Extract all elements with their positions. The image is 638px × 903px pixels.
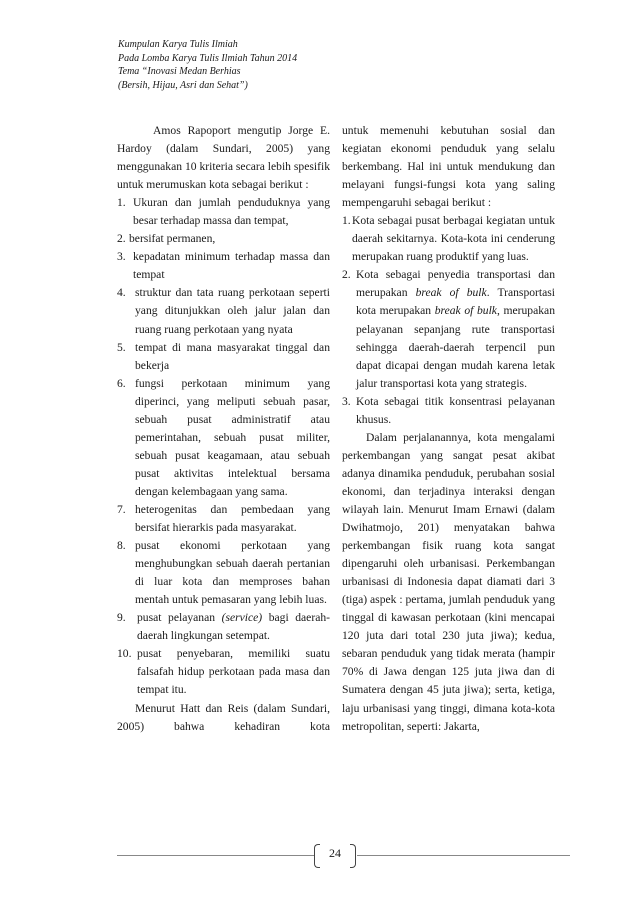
item-number: 10. xyxy=(117,647,132,661)
criteria-item-8 xyxy=(117,537,330,609)
item-text: struktur dan tata ruang perkotaan seperti yang ditunjukkan oleh jalur jalan dan ruang ruang perkotaan yang nyata xyxy=(135,286,330,336)
item-text: heterogenitas dan pembedaan yang bersifat hierarkis pada masyarakat. xyxy=(135,502,330,535)
item-text: pusat ekonomi perkotaan yang menghubungkan sebuah daerah pertanian di luar kota dan memproses bahan mentah untuk pemasaran yang lebih luas. xyxy=(135,539,330,607)
body-paragraph: Dalam perjalanannya, kota mengalami perkembangan yang sangat pesat akibat adanya dinamika penduduk, perubahan sosial ekonomi, dan terjadinya interaksi dengan wilayah lain. Menurut Imam Ernawi (dalam Dwihatmojo, 201) menyatakan bahwa perkembangan fisik ruang kota sangat dipengaruhi oleh urbanisasi. Perkembangan urbanisasi di Indonesia dapat diamati dari 3 (tiga) aspek : pertama, jumlah penduduk yang tinggal di kawasan perkotaan (kini mencapai 120 juta dari total 230 juta jiwa); kedua, sebaran penduduk yang tidak merata (hampir 70% di Jawa dengan 125 juta jiwa dan di Sumatera dengan 45 juta jiwa); serta, ketiga, laju urbanisasi yang tinggi, dimana kota-kota metropolitan, seperti: Jakarta, xyxy=(342,430,555,733)
criteria-item-2 xyxy=(117,230,330,248)
item-number: 2. xyxy=(117,232,126,246)
running-header xyxy=(118,38,297,92)
criteria-item-9 xyxy=(117,609,330,645)
left-column xyxy=(117,122,330,736)
page-number: 24 xyxy=(329,846,341,860)
item-text: tempat di mana masyarakat tinggal dan bekerja xyxy=(135,340,330,372)
header-line-4: (Bersih, Hijau, Asri dan Sehat”) xyxy=(118,79,248,91)
right-column xyxy=(342,122,555,736)
item-number: 8. xyxy=(117,539,126,553)
item-number: 5. xyxy=(117,340,126,354)
item-number: 3. xyxy=(117,250,126,264)
item-text: Kota sebagai penyedia transportasi dan merupakan break of bulk. Transportasi kota merupakan break of bulk, merupakan pelayanan sepanjang rute transportasi sehingga daerah-daerah terpencil pun dapat dicapai dengan mudah karena letak jalur transportasi kota yang strategis. xyxy=(356,268,555,390)
item-number: 6. xyxy=(117,376,126,390)
item-number: 1. xyxy=(117,196,126,210)
item-text: fungsi perkotaan minimum yang diperinci, yang meliputi sebuah pasar, sebuah pusat administratif atau pemerintahan, sebuah pusat militer, sebuah pusat keagamaan, atau sebuah pusat aktivitas intelektual bersama dengan kelembagaan yang sama. xyxy=(135,376,330,498)
criteria-item-5 xyxy=(117,339,330,375)
page-number-bracket-right xyxy=(350,844,356,868)
item-text: bersifat permanen, xyxy=(129,232,216,246)
intro-paragraph: Amos Rapoport mengutip Jorge E. Hardoy (dalam Sundari, 2005) yang menggunakan 10 kriteria secara lebih spesifik untuk merumuskan kota sebagai berikut : xyxy=(117,124,330,192)
item-number: 7. xyxy=(117,502,126,516)
item-text: pusat pelayanan (service) bagi daerah-daerah lingkungan setempat. xyxy=(137,611,330,643)
item-text: Ukuran dan jumlah penduduknya yang besar terhadap massa dan tempat, xyxy=(133,196,330,228)
item-text: Kota sebagai pusat berbagai kegiatan untuk daerah sekitarnya. Kota-kota ini cenderung merupakan ruang produktif yang luas. xyxy=(352,214,555,264)
criteria-item-3 xyxy=(117,248,330,284)
item-text: pusat penyebaran, memiliki suatu falsafah hidup perkotaan pada masa dan tempat itu. xyxy=(137,647,330,697)
item-number: 1. xyxy=(342,214,351,228)
criteria-item-4 xyxy=(117,284,330,338)
item-text: Kota sebagai titik konsentrasi pelayanan khusus. xyxy=(356,394,555,426)
header-line-3: Tema “Inovasi Medan Berhias xyxy=(118,66,241,77)
closing-paragraph: Menurut Hatt dan Reis (dalam Sundari, 2005) bahwa kehadiran kota xyxy=(117,701,330,733)
criteria-item-6 xyxy=(117,375,330,501)
item-number: 2. xyxy=(342,268,351,282)
item-number: 9. xyxy=(117,611,126,625)
footer-rule-right xyxy=(357,855,570,856)
item-number: 3. xyxy=(342,394,351,408)
criteria-item-1 xyxy=(117,194,330,230)
continued-paragraph: untuk memenuhi kebutuhan sosial dan kegiatan ekonomi penduduk yang selalu berkembang. Hal ini untuk mendukung dan melayani fungsi-fungsi kota yang saling mempengaruhi sebagai berikut : xyxy=(342,124,555,210)
criteria-item-7 xyxy=(117,501,330,537)
header-line-2: Pada Lomba Karya Tulis Ilmiah Tahun 2014 xyxy=(118,52,298,64)
header-line-1: Kumpulan Karya Tulis Ilmiah xyxy=(118,39,238,50)
criteria-item-10 xyxy=(117,645,330,699)
item-text: kepadatan minimum terhadap massa dan tempat xyxy=(133,250,330,282)
function-item-1 xyxy=(342,212,555,266)
item-number: 4. xyxy=(117,286,126,300)
function-item-3 xyxy=(342,393,555,429)
function-item-2 xyxy=(342,266,555,392)
footer-rule-left xyxy=(117,855,314,856)
